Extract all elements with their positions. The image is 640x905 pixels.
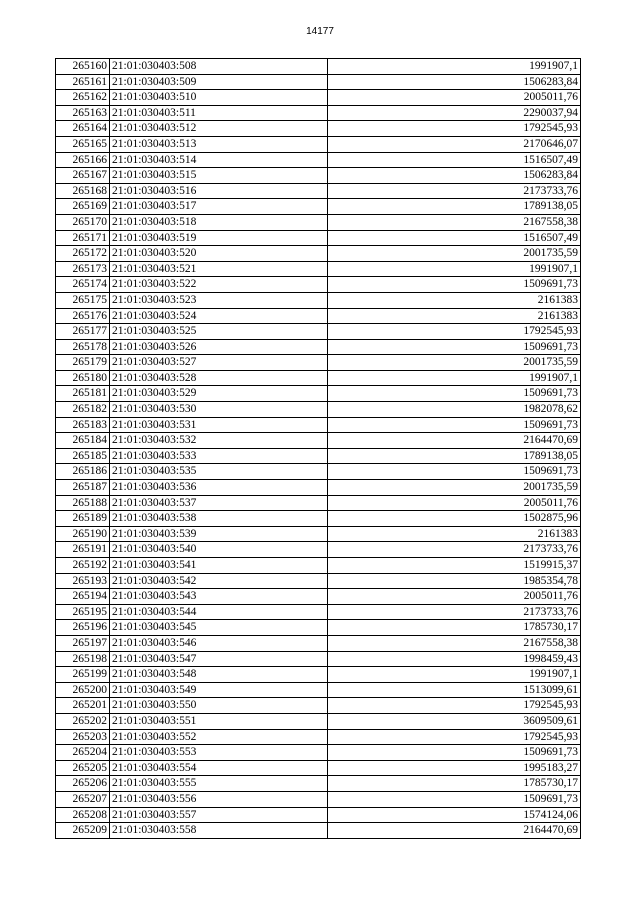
table-row [56,105,581,121]
cadastral-number-cell: 21:01:030403:553 [110,745,328,761]
table-row [56,464,581,480]
table-row [56,261,581,277]
row-id-cell: 265171 [56,230,110,246]
cadastral-value-cell: 2005011,76 [328,589,581,605]
row-id-cell: 265164 [56,121,110,137]
cadastral-value-cell: 2161383 [328,526,581,542]
table-row [56,386,581,402]
row-id-cell: 265180 [56,370,110,386]
table-row [56,152,581,168]
cadastral-value-cell: 1792545,93 [328,121,581,137]
row-id-cell: 265160 [56,59,110,75]
row-id-cell: 265183 [56,417,110,433]
table-row [56,651,581,667]
cadastral-value-cell: 2164470,69 [328,823,581,839]
cadastral-number-cell: 21:01:030403:542 [110,573,328,589]
cadastral-number-cell: 21:01:030403:543 [110,589,328,605]
row-id-cell: 265187 [56,480,110,496]
row-id-cell: 265208 [56,807,110,823]
row-id-cell: 265161 [56,74,110,90]
cadastral-value-cell: 1509691,73 [328,339,581,355]
row-id-cell: 265192 [56,558,110,574]
cadastral-value-cell: 1789138,05 [328,448,581,464]
table-row [56,698,581,714]
table-row [56,214,581,230]
cadastral-number-cell: 21:01:030403:517 [110,199,328,215]
cadastral-value-cell: 2001735,59 [328,246,581,262]
table-row [56,448,581,464]
cadastral-value-cell: 1574124,06 [328,807,581,823]
table-body [56,59,581,839]
cadastral-number-cell: 21:01:030403:548 [110,667,328,683]
cadastral-number-cell: 21:01:030403:535 [110,464,328,480]
cadastral-value-cell: 2161383 [328,292,581,308]
cadastral-value-cell: 1506283,84 [328,168,581,184]
cadastral-number-cell: 21:01:030403:514 [110,152,328,168]
cadastral-number-cell: 21:01:030403:539 [110,526,328,542]
cadastral-value-cell: 2164470,69 [328,433,581,449]
row-id-cell: 265199 [56,667,110,683]
cadastral-number-cell: 21:01:030403:516 [110,183,328,199]
table-row [56,417,581,433]
cadastral-value-cell: 2170646,07 [328,136,581,152]
cadastral-value-table [55,58,581,839]
table-row [56,542,581,558]
cadastral-value-cell: 2173733,76 [328,183,581,199]
cadastral-value-cell: 1519915,37 [328,558,581,574]
cadastral-value-cell: 1516507,49 [328,152,581,168]
row-id-cell: 265166 [56,152,110,168]
table-row [56,589,581,605]
cadastral-number-cell: 21:01:030403:521 [110,261,328,277]
row-id-cell: 265170 [56,214,110,230]
table-row [56,136,581,152]
cadastral-value-cell: 2173733,76 [328,604,581,620]
row-id-cell: 265182 [56,402,110,418]
row-id-cell: 265169 [56,199,110,215]
cadastral-value-cell: 1509691,73 [328,745,581,761]
cadastral-value-cell: 1509691,73 [328,386,581,402]
cadastral-number-cell: 21:01:030403:556 [110,791,328,807]
cadastral-number-cell: 21:01:030403:522 [110,277,328,293]
table-row [56,402,581,418]
cadastral-value-cell: 2005011,76 [328,495,581,511]
row-id-cell: 265198 [56,651,110,667]
cadastral-number-cell: 21:01:030403:538 [110,511,328,527]
table-row [56,604,581,620]
row-id-cell: 265175 [56,292,110,308]
cadastral-value-cell: 1998459,43 [328,651,581,667]
row-id-cell: 265162 [56,90,110,106]
table-row [56,168,581,184]
cadastral-value-cell: 1509691,73 [328,464,581,480]
table-row [56,90,581,106]
row-id-cell: 265191 [56,542,110,558]
row-id-cell: 265185 [56,448,110,464]
cadastral-value-cell: 2167558,38 [328,635,581,651]
cadastral-number-cell: 21:01:030403:552 [110,729,328,745]
table-row [56,776,581,792]
row-id-cell: 265203 [56,729,110,745]
row-id-cell: 265181 [56,386,110,402]
cadastral-value-cell: 1991907,1 [328,59,581,75]
cadastral-number-cell: 21:01:030403:518 [110,214,328,230]
cadastral-value-cell: 1792545,93 [328,729,581,745]
table-row [56,620,581,636]
table-row [56,745,581,761]
cadastral-value-cell: 1509691,73 [328,417,581,433]
table-row [56,59,581,75]
cadastral-number-cell: 21:01:030403:526 [110,339,328,355]
table-row [56,791,581,807]
cadastral-number-cell: 21:01:030403:541 [110,558,328,574]
cadastral-value-cell: 1991907,1 [328,667,581,683]
row-id-cell: 265163 [56,105,110,121]
cadastral-value-cell: 1982078,62 [328,402,581,418]
table-row [56,823,581,839]
row-id-cell: 265194 [56,589,110,605]
table-row [56,292,581,308]
table-row [56,729,581,745]
cadastral-number-cell: 21:01:030403:531 [110,417,328,433]
table-row [56,495,581,511]
cadastral-value-cell: 1785730,17 [328,620,581,636]
table-row [56,682,581,698]
cadastral-value-cell: 1985354,78 [328,573,581,589]
cadastral-number-cell: 21:01:030403:557 [110,807,328,823]
table-row [56,760,581,776]
cadastral-value-cell: 1789138,05 [328,199,581,215]
row-id-cell: 265205 [56,760,110,776]
cadastral-number-cell: 21:01:030403:519 [110,230,328,246]
row-id-cell: 265193 [56,573,110,589]
row-id-cell: 265165 [56,136,110,152]
row-id-cell: 265172 [56,246,110,262]
table-row [56,713,581,729]
table-row [56,526,581,542]
table-row [56,667,581,683]
cadastral-value-cell: 3609509,61 [328,713,581,729]
table-row [56,370,581,386]
cadastral-number-cell: 21:01:030403:529 [110,386,328,402]
cadastral-number-cell: 21:01:030403:554 [110,760,328,776]
cadastral-number-cell: 21:01:030403:545 [110,620,328,636]
table-row [56,183,581,199]
cadastral-value-cell: 1792545,93 [328,698,581,714]
cadastral-number-cell: 21:01:030403:546 [110,635,328,651]
table-row [56,324,581,340]
cadastral-number-cell: 21:01:030403:523 [110,292,328,308]
row-id-cell: 265195 [56,604,110,620]
row-id-cell: 265207 [56,791,110,807]
cadastral-number-cell: 21:01:030403:525 [110,324,328,340]
cadastral-value-cell: 2173733,76 [328,542,581,558]
cadastral-number-cell: 21:01:030403:527 [110,355,328,371]
cadastral-number-cell: 21:01:030403:511 [110,105,328,121]
table-row [56,199,581,215]
cadastral-value-cell: 2005011,76 [328,90,581,106]
row-id-cell: 265201 [56,698,110,714]
cadastral-number-cell: 21:01:030403:528 [110,370,328,386]
cadastral-number-cell: 21:01:030403:547 [110,651,328,667]
cadastral-number-cell: 21:01:030403:549 [110,682,328,698]
cadastral-value-cell: 2001735,59 [328,480,581,496]
row-id-cell: 265176 [56,308,110,324]
row-id-cell: 265197 [56,635,110,651]
cadastral-number-cell: 21:01:030403:515 [110,168,328,184]
cadastral-value-cell: 1509691,73 [328,791,581,807]
row-id-cell: 265168 [56,183,110,199]
cadastral-value-cell: 1792545,93 [328,324,581,340]
table-row [56,511,581,527]
cadastral-value-cell: 1991907,1 [328,261,581,277]
table-row [56,558,581,574]
cadastral-number-cell: 21:01:030403:550 [110,698,328,714]
cadastral-number-cell: 21:01:030403:532 [110,433,328,449]
table-row [56,74,581,90]
row-id-cell: 265190 [56,526,110,542]
cadastral-number-cell: 21:01:030403:544 [110,604,328,620]
cadastral-value-cell: 1995183,27 [328,760,581,776]
cadastral-value-cell: 1509691,73 [328,277,581,293]
cadastral-number-cell: 21:01:030403:537 [110,495,328,511]
cadastral-number-cell: 21:01:030403:530 [110,402,328,418]
table-row [56,480,581,496]
cadastral-number-cell: 21:01:030403:555 [110,776,328,792]
cadastral-number-cell: 21:01:030403:509 [110,74,328,90]
row-id-cell: 265204 [56,745,110,761]
cadastral-value-cell: 1516507,49 [328,230,581,246]
cadastral-value-cell: 1506283,84 [328,74,581,90]
cadastral-number-cell: 21:01:030403:536 [110,480,328,496]
row-id-cell: 265186 [56,464,110,480]
cadastral-number-cell: 21:01:030403:513 [110,136,328,152]
row-id-cell: 265178 [56,339,110,355]
cadastral-number-cell: 21:01:030403:510 [110,90,328,106]
cadastral-value-cell: 2167558,38 [328,214,581,230]
row-id-cell: 265189 [56,511,110,527]
table-row [56,339,581,355]
row-id-cell: 265200 [56,682,110,698]
cadastral-number-cell: 21:01:030403:512 [110,121,328,137]
cadastral-value-cell: 2290037,94 [328,105,581,121]
cadastral-number-cell: 21:01:030403:533 [110,448,328,464]
page-number: 14177 [306,26,334,37]
cadastral-number-cell: 21:01:030403:540 [110,542,328,558]
cadastral-value-cell: 1991907,1 [328,370,581,386]
table-row [56,573,581,589]
table-row [56,246,581,262]
row-id-cell: 265196 [56,620,110,636]
cadastral-value-cell: 2001735,59 [328,355,581,371]
row-id-cell: 265173 [56,261,110,277]
table-row [56,230,581,246]
cadastral-number-cell: 21:01:030403:558 [110,823,328,839]
row-id-cell: 265209 [56,823,110,839]
row-id-cell: 265188 [56,495,110,511]
row-id-cell: 265202 [56,713,110,729]
table-row [56,635,581,651]
cadastral-value-cell: 1502875,96 [328,511,581,527]
row-id-cell: 265167 [56,168,110,184]
cadastral-value-cell: 1785730,17 [328,776,581,792]
table-row [56,277,581,293]
table-row [56,355,581,371]
table-row [56,433,581,449]
cadastral-number-cell: 21:01:030403:508 [110,59,328,75]
row-id-cell: 265206 [56,776,110,792]
cadastral-value-cell: 2161383 [328,308,581,324]
row-id-cell: 265184 [56,433,110,449]
row-id-cell: 265179 [56,355,110,371]
table-row [56,308,581,324]
cadastral-value-cell: 1513099,61 [328,682,581,698]
cadastral-number-cell: 21:01:030403:524 [110,308,328,324]
cadastral-number-cell: 21:01:030403:520 [110,246,328,262]
table-row [56,121,581,137]
cadastral-number-cell: 21:01:030403:551 [110,713,328,729]
row-id-cell: 265177 [56,324,110,340]
row-id-cell: 265174 [56,277,110,293]
table-row [56,807,581,823]
